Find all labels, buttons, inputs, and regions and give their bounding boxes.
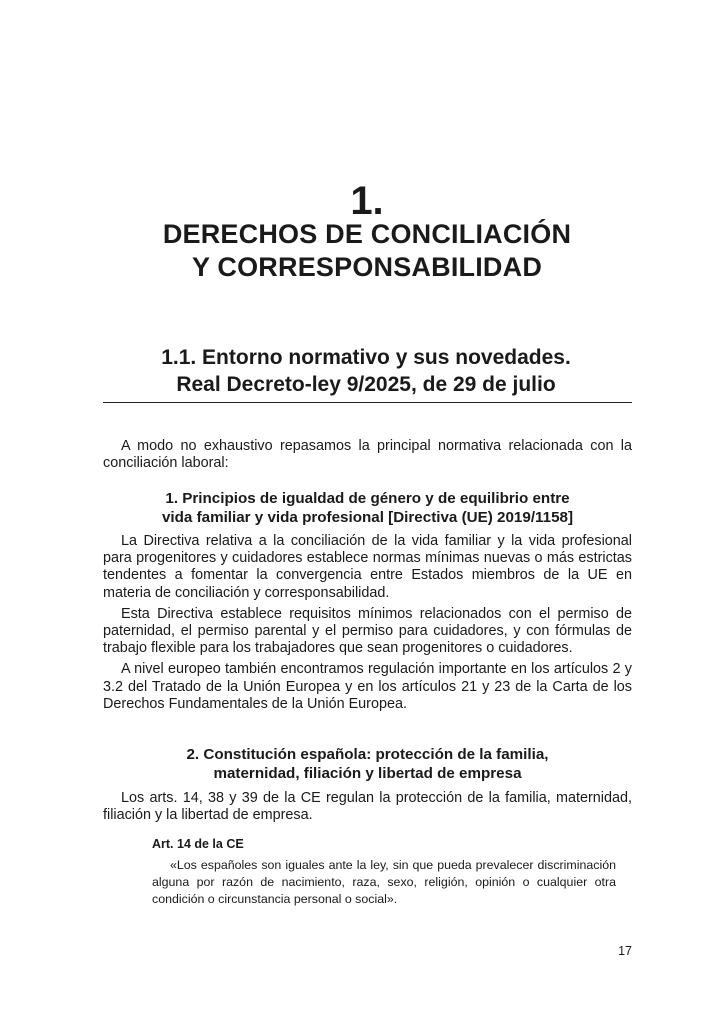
article-quote-text: «Los españoles son iguales ante la ley, sin que pueda prevalecer discriminación alguna por razón de nacimiento, raza, sexo, religión, opinión o cualquier otra condición o circunstancia personal o social». xyxy=(152,858,616,907)
page-number: 17 xyxy=(618,944,632,958)
subsection-2-body xyxy=(103,790,632,824)
subsection-2-heading xyxy=(103,745,632,783)
chapter-title-line-1: DERECHOS DE CONCILIACIÓN xyxy=(162,219,572,249)
section-title-line-1: 1.1. Entorno normativo y sus novedades. xyxy=(161,346,571,369)
chapter-title xyxy=(0,218,716,284)
article-quote xyxy=(152,857,616,909)
subsection-1-heading-line-1: 1. Principios de igualdad de género y de equilibrio entre xyxy=(165,490,570,507)
section-divider xyxy=(103,402,632,403)
subsection-1-body xyxy=(103,533,632,713)
subsection-1-paragraph-2: Esta Directiva establece requisitos mínimos relacionados con el permiso de paternidad, el permiso parental y el permiso para cuidadores, y con fórmulas de trabajo flexible para los trabajadores que sean progenitores o cuidadores. xyxy=(103,605,632,657)
chapter-title-line-2: Y CORRESPONSABILIDAD xyxy=(191,252,543,282)
section-title xyxy=(100,344,632,398)
article-label: Art. 14 de la CE xyxy=(152,837,244,851)
section-title-line-2: Real Decreto-ley 9/2025, de 29 de julio xyxy=(176,373,556,396)
intro-paragraph: A modo no exhaustivo repasamos la principal normativa relacionada con la conciliación laboral: xyxy=(103,438,632,472)
chapter-number: 1. xyxy=(350,179,384,223)
subsection-1-paragraph-1: La Directiva relativa a la conciliación de la vida familiar y la vida profesional para progenitores y cuidadores establece normas mínimas nuevas o más estrictas tendentes a fomentar la convergencia entre Estados miembros de la UE en materia de conciliación y corresponsabilidad. xyxy=(103,533,632,601)
intro-block xyxy=(103,438,632,472)
subsection-1-heading-line-2: vida familiar y vida profesional [Directiva (UE) 2019/1158] xyxy=(161,509,574,526)
subsection-1-paragraph-3: A nivel europeo también encontramos regulación importante en los artículos 2 y 3.2 del Tratado de la Unión Europea y en los artículos 21 y 23 de la Carta de los Derechos Fundamentales de la Unión Europea. xyxy=(103,661,632,712)
subsection-2-heading-line-2: maternidad, filiación y libertad de empresa xyxy=(213,765,522,782)
subsection-1-heading xyxy=(103,489,632,527)
subsection-2-paragraph: Los arts. 14, 38 y 39 de la CE regulan la protección de la familia, maternidad, filiación y la libertad de empresa. xyxy=(103,790,632,824)
subsection-2-heading-line-1: 2. Constitución española: protección de la familia, xyxy=(186,746,549,763)
